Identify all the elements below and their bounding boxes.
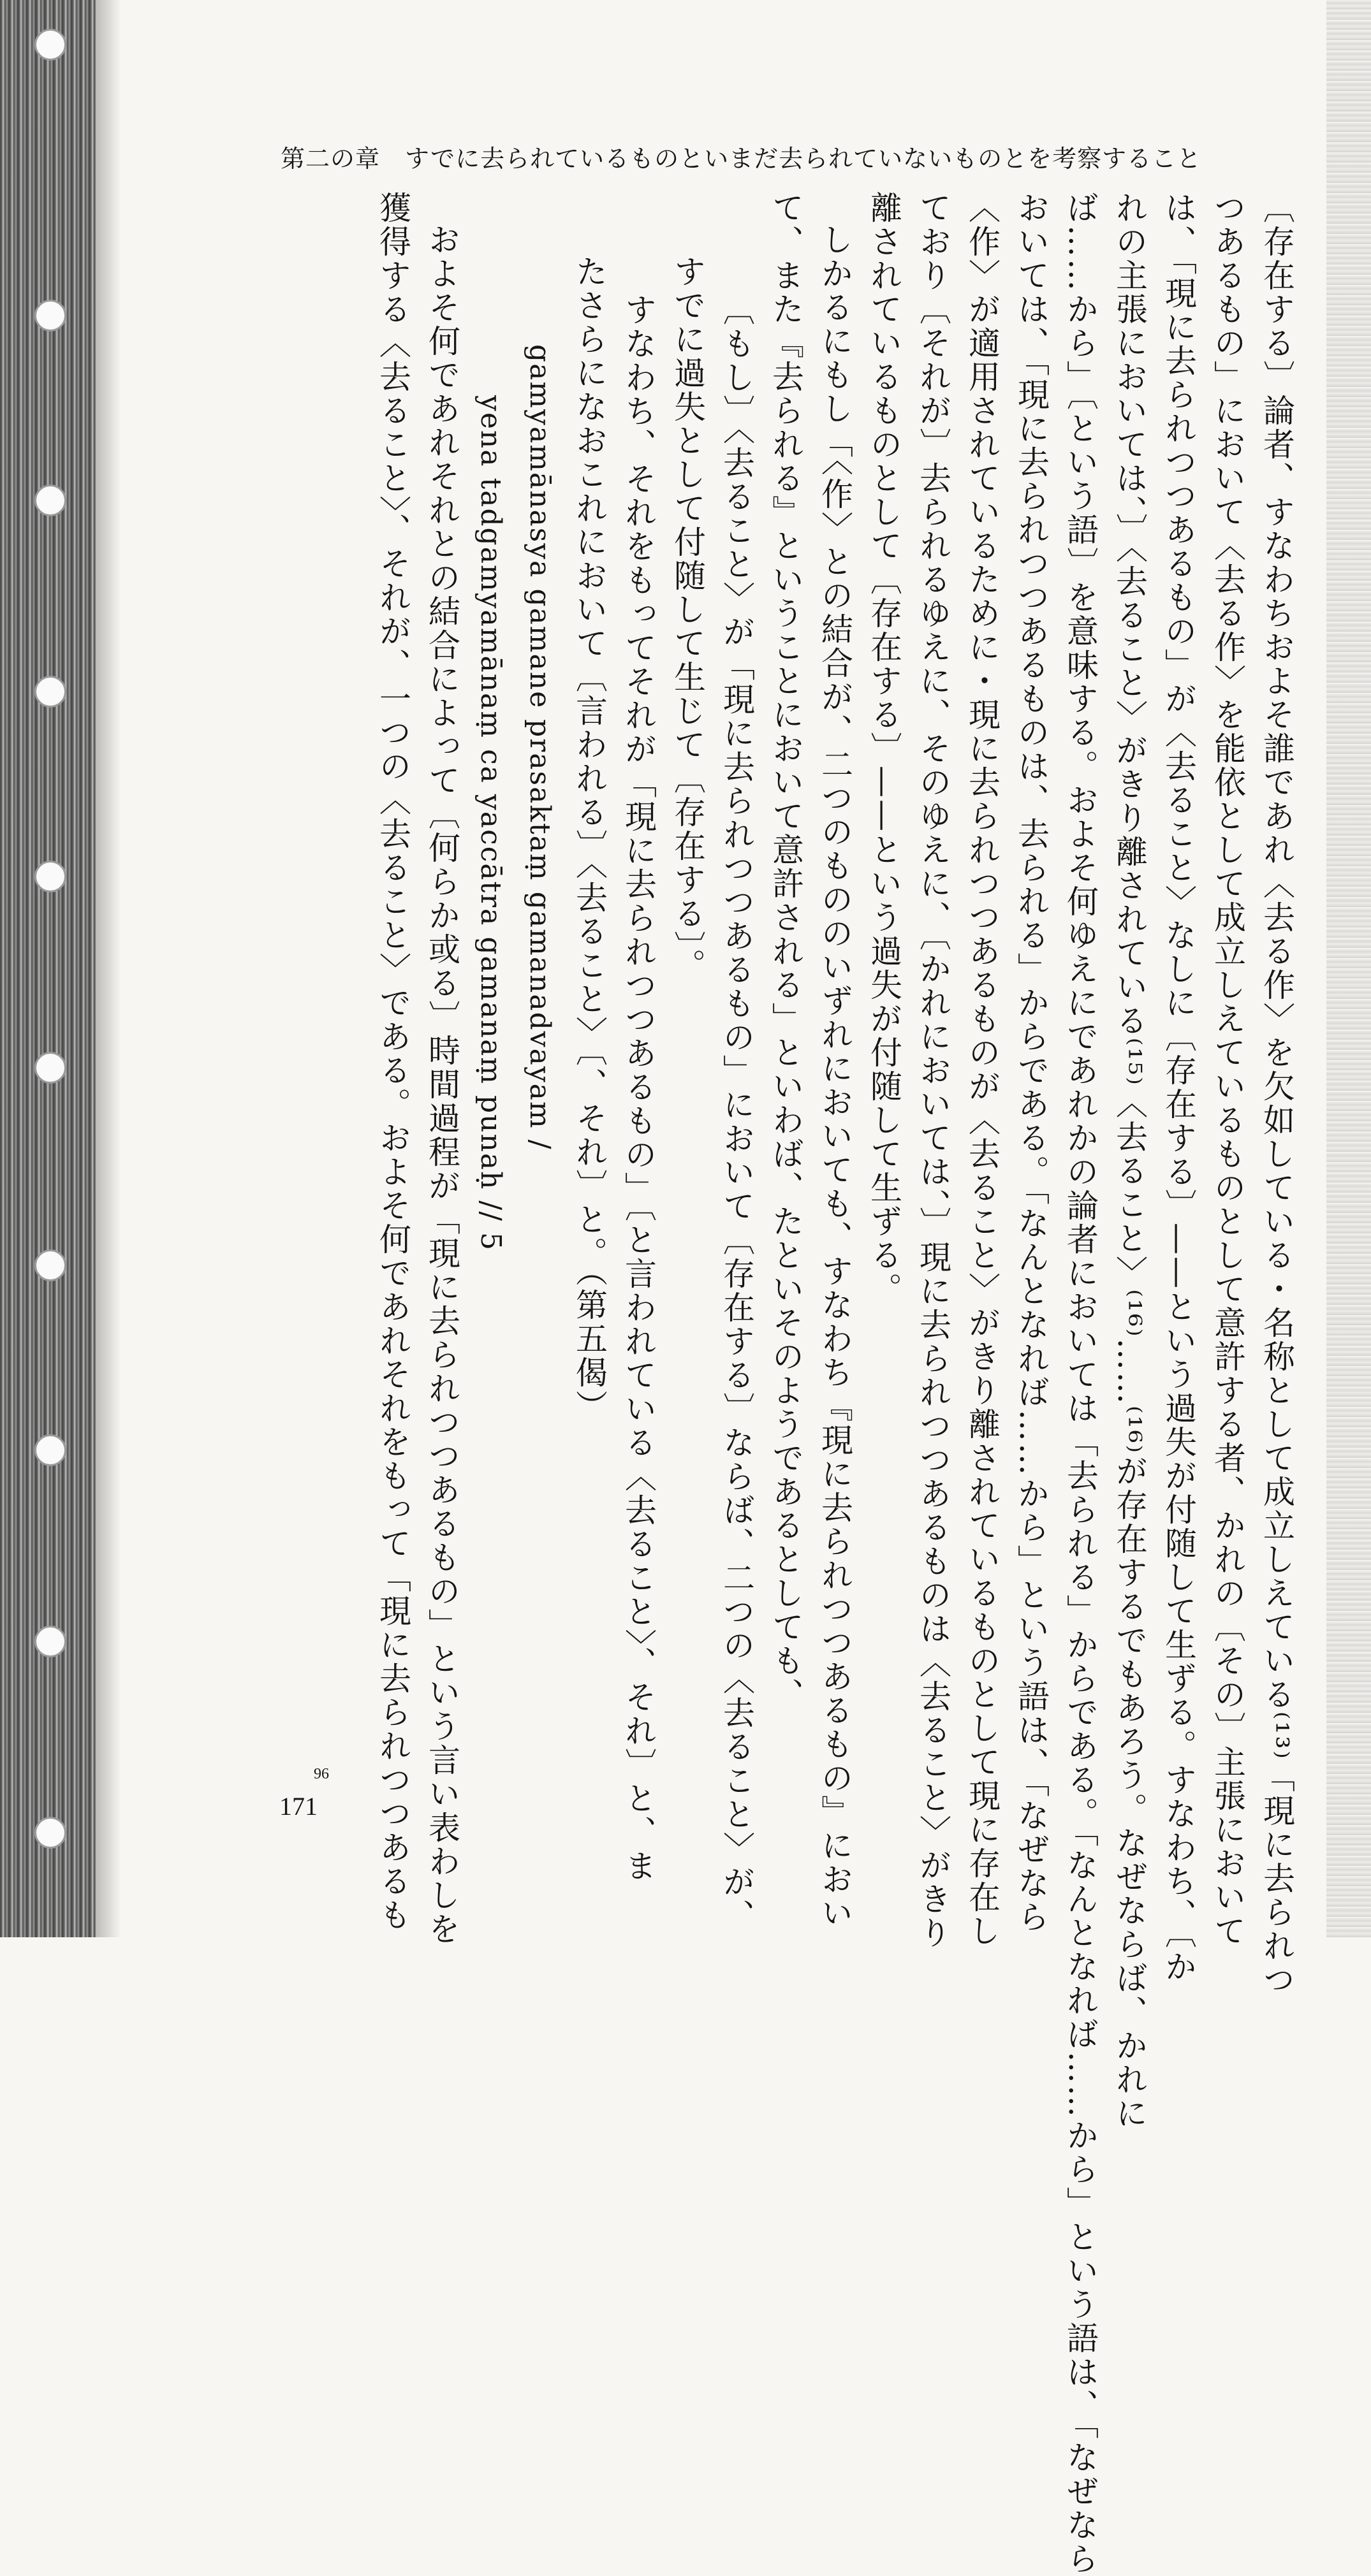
- scan-shadow: [96, 0, 121, 1937]
- punch-hole: [34, 1052, 66, 1084]
- body-column: おいては、「現に去られつつあるものは、去られる」からである。「なんとなれば……から」という語は、「なぜなら: [1013, 191, 1050, 1934]
- body-column: ており〔それが〕去られるゆえに、そのゆえに、〔かれにおいては、〕現に去られつつあるものは〈去ること〉がきり: [914, 191, 951, 1950]
- body-column: つあるもの」において〈去る作〉を能依として成立しえているものとして意許する者、かれの〔その〕主張において: [1209, 191, 1246, 1948]
- chapter-header: 第二の章 すでに去られているものといまだ去られていないものとを考察すること: [281, 145, 1202, 173]
- body-column: しかるにもし「〈作〉との結合が、二つのもののいずれにおいても、すなわち『現に去られつつあるもの』におい: [816, 223, 853, 1930]
- verse-translation-column: 〔もし〕〈去ること〉が「現に去られつつあるもの」において〔存在する〕ならば、二つの〈去ること〉が、: [718, 293, 755, 1933]
- punch-hole: [34, 1626, 66, 1657]
- punch-hole: [34, 484, 66, 516]
- body-column: ば……から」〔という語〕を意味する。およそ何ゆえにであれかの論者においては「去られる」からである。「なんとなれば……から」という語は、「なぜなら: [1062, 191, 1099, 2576]
- verse-translation-column: たさらになおこれにおいて〔言われる〕〈去ること〉〔、それ〕と。（第五偈）: [571, 255, 608, 1423]
- body-column: は、「現に去られつつあるもの」が〈去ること〉なしに〔存在する〕——という過失が付随して生ずる。すなわち、〔か: [1160, 191, 1197, 1984]
- punch-hole: [34, 676, 66, 708]
- punch-hole: [34, 861, 66, 892]
- punch-hole: [34, 1249, 66, 1281]
- body-column: 離されているものとして〔存在する〕——という過失が付随して生ずる。: [865, 191, 902, 1306]
- punch-hole: [34, 1817, 66, 1849]
- page-number: 171: [279, 1792, 318, 1821]
- punch-hole: [34, 29, 66, 61]
- body-column: て、また『去られる』ということにおいて意許される」といわば、たといそのようであるとしても、: [767, 191, 804, 1712]
- body-column: 獲得する〈去ること〉、それが、一つの〈去ること〉である。およそ何であれそれをもって「現に去られつつあるも: [374, 191, 411, 1932]
- sanskrit-verse-line: yena tadgamyamānaṃ ca yaccātra gamanaṃ punaḥ // 5: [474, 395, 507, 1252]
- verse-translation-column: すなわち、それをもってそれが「現に去られつつあるもの」〔と言われている〈去ること〉、それ〕と、ま: [620, 293, 657, 1883]
- body-column: およそ何であれそれとの結合によって〔何らか或る〕時間過程が「現に去られつつあるもの」という言い表わしを: [423, 223, 460, 1946]
- punch-hole: [34, 1434, 66, 1466]
- body-column: れの主張においては、〕〈去ること〉がきり離されている⁽¹⁵⁾〈去ること〉⁽¹⁶⁾……⁽¹⁶⁾が存在するでもあろう。なぜならば、かれに: [1111, 191, 1148, 2130]
- punch-hole: [34, 300, 66, 331]
- sanskrit-verse-line: gamyamānasya gamane prasaktaṃ gamanadvayam /: [524, 344, 556, 1151]
- body-column: 〔存在する〕論者、すなわちおよそ誰であれ〈去る作〉を欠如している・名称として成立しえている⁽¹³⁾「現に去られつ: [1258, 191, 1295, 1997]
- body-column: 〈作〉が適用されているために・現に去られつつあるものが〈去ること〉がきり離されているものとして現に存在し: [964, 191, 1001, 1948]
- verse-translation-column: すでに過失として付随して生じて〔存在する〕。: [669, 255, 706, 982]
- page-subnumber: 96: [314, 1766, 329, 1782]
- scan-right-noise: [1326, 0, 1371, 1937]
